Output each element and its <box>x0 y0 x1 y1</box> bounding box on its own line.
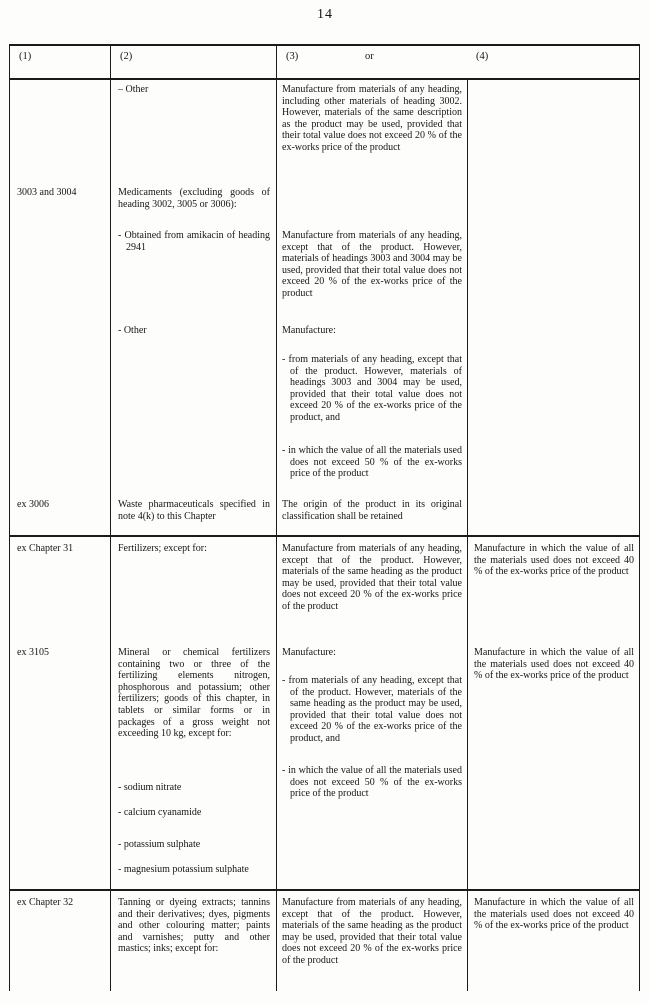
hs-heading: ex Chapter 32 <box>17 897 74 908</box>
header-col4: (4) <box>476 51 489 62</box>
header-divider <box>10 78 639 80</box>
origin-rule: Manufacture from materials of any heading, except that of the product. However, materials of the same heading as the product may be used, provided that their total value does not exceed 20 % of the ex-works price of the product <box>282 543 462 612</box>
origin-rules-table <box>9 44 640 991</box>
product-description: Fertilizers; except for: <box>118 543 207 554</box>
origin-rule-condition-2: - in which the value of all the materials used does not exceed 50 % of the ex-works price of the product <box>282 765 462 800</box>
header-col2: (2) <box>120 51 133 62</box>
alternative-origin-rule: Manufacture in which the value of all the materials used does not exceed 40 % of the ex-works price of the product <box>474 543 634 578</box>
origin-rule-condition-1: - from materials of any heading, except that of the product. However, materials of the same heading as the product may be used, provided that their total value does not exceed 20 % of the ex-works price of the product, and <box>282 675 462 744</box>
section-divider-chapter32 <box>10 889 639 891</box>
header-col3: (3) <box>286 51 299 62</box>
alternative-origin-rule: Manufacture in which the value of all the materials used does not exceed 40 % of the ex-works price of the product <box>474 647 634 682</box>
origin-rule-intro: Manufacture: <box>282 647 336 658</box>
product-description: Mineral or chemical fertilizers containing two or three of the fertilizing elements nitrogen, phosphorous and potassium; other fertilizers; goods of this chapter, in tablets or similar forms or in packages of a gross weight not exceeding 10 kg, except for: <box>118 647 270 740</box>
product-description: – Other <box>118 84 149 95</box>
hs-heading: ex 3105 <box>17 647 49 658</box>
product-description-item: - potassium sulphate <box>118 839 201 850</box>
product-description: Medicaments (excluding goods of heading 3002, 3005 or 3006): <box>118 187 270 210</box>
origin-rule-condition-1: - from materials of any heading, except that of the product. However, materials of headings 3003 and 3004 may be used, provided that their total value does not exceed 20 % of the ex-works price of the product, and <box>282 354 462 423</box>
hs-heading: ex Chapter 31 <box>17 543 74 554</box>
origin-rule: Manufacture from materials of any heading, except that of the product. However, materials of headings 3003 and 3004 may be used, provided that their total value does not exceed 20 % of the ex-works price of the product <box>282 230 462 299</box>
product-description: Waste pharmaceuticals specified in note 4(k) to this Chapter <box>118 499 270 522</box>
hs-heading: 3003 and 3004 <box>17 187 77 198</box>
header-or-label: or <box>365 51 374 62</box>
origin-rule: The origin of the product in its original classification shall be retained <box>282 499 462 522</box>
header-col1: (1) <box>19 51 32 62</box>
column-divider-2-3 <box>276 46 277 991</box>
product-description: Tanning or dyeing extracts; tannins and their derivatives; dyes, pigments and other colouring matter; paints and varnishes; putty and other mastics; inks; except for: <box>118 897 270 955</box>
page-number: 14 <box>317 7 333 22</box>
origin-rule: Manufacture from materials of any heading, including other materials of heading 3002. However, materials of the same description as the product may be used, provided that their total value does not exceed 20 % of the ex-works price of the product <box>282 84 462 153</box>
hs-heading: ex 3006 <box>17 499 49 510</box>
product-description: - Obtained from amikacin of heading 2941 <box>118 230 270 253</box>
origin-rule: Manufacture from materials of any heading, except that of the product. However, materials of the same heading as the product may be used, provided that their total value does not exceed 20 % of the ex-works price of the product <box>282 897 462 966</box>
origin-rule-condition-2: - in which the value of all the materials used does not exceed 50 % of the ex-works price of the product <box>282 445 462 480</box>
product-description-item: - magnesium potassium sulphate <box>118 864 249 875</box>
product-description: - Other <box>118 325 147 336</box>
column-divider-1-2 <box>110 46 111 991</box>
product-description-item: - sodium nitrate <box>118 782 182 793</box>
section-divider-chapter31 <box>10 535 639 537</box>
alternative-origin-rule: Manufacture in which the value of all the materials used does not exceed 40 % of the ex-works price of the product <box>474 897 634 932</box>
product-description-item: - calcium cyanamide <box>118 807 202 818</box>
origin-rule-intro: Manufacture: <box>282 325 336 336</box>
